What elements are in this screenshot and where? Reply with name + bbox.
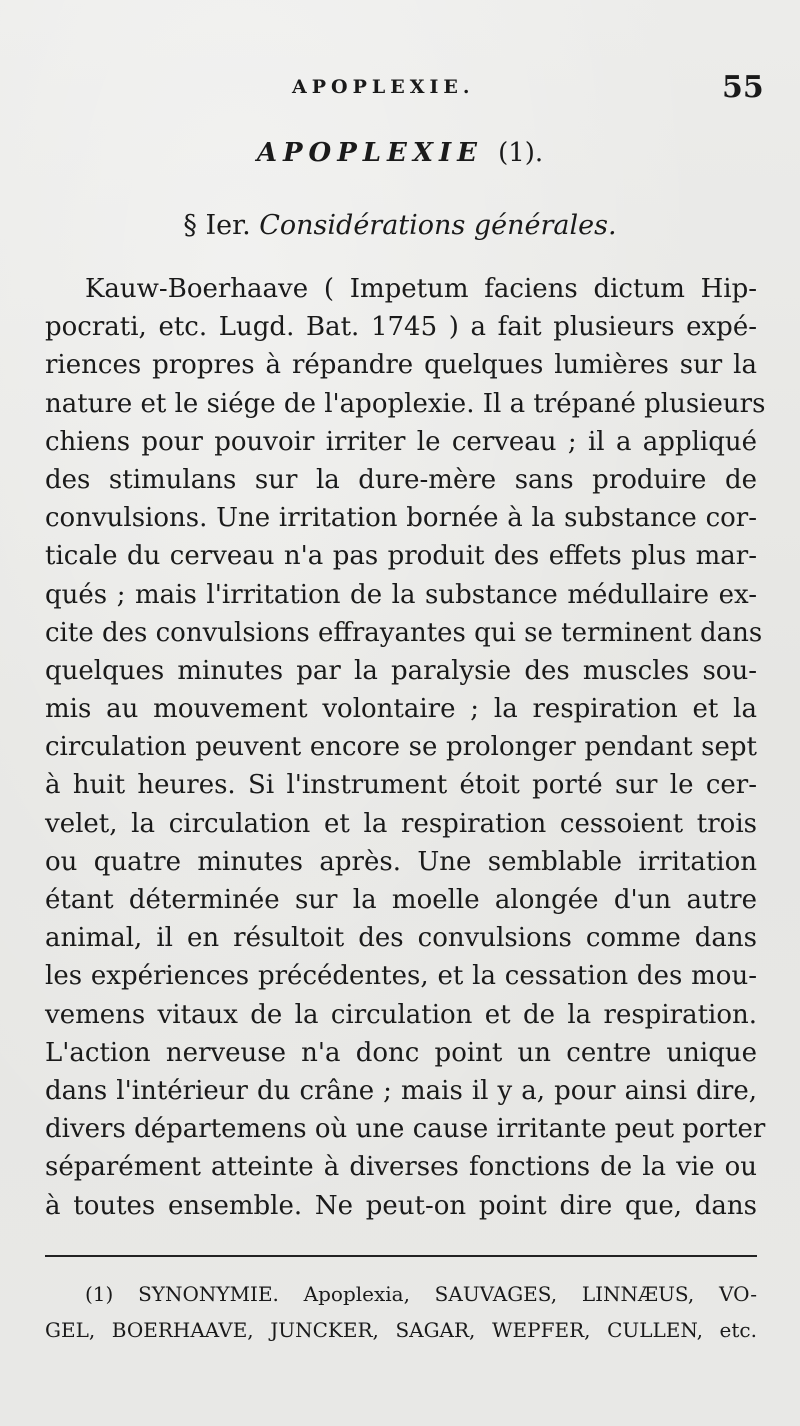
section-title-text: Considérations générales. <box>259 210 617 241</box>
text-line: divers départemens où une cause irritante peut porter <box>45 1114 766 1145</box>
chapter-title <box>0 138 800 168</box>
footnote-divider <box>45 1255 757 1257</box>
text-line: ticale du cerveau n'a pas produit des effets plus mar- <box>45 541 757 572</box>
chapter-title-text: APOPLEXIE <box>256 138 484 168</box>
text-line: dans l'intérieur du crâne ; mais il y a, pour ainsi dire, <box>45 1075 757 1106</box>
text-line: cite des convulsions effrayantes qui se terminent dans <box>45 617 763 648</box>
text-line: chiens pour pouvoir irriter le cerveau ; il a appliqué <box>45 426 757 457</box>
text-line: les expériences précédentes, et la cessation des mou- <box>45 961 757 992</box>
text-line: mis au mouvement volontaire ; la respiration et la <box>45 694 757 725</box>
text-line: Kauw-Boerhaave ( Impetum faciens dictum Hip- <box>85 274 757 304</box>
footnote-line: (1) SYNONYMIE. Apoplexia, SAUVAGES, LINNÆUS, VO- <box>85 1282 757 1306</box>
text-line: pocrati, etc. Lugd. Bat. 1745 ) a fait plusieurs expé- <box>45 312 757 343</box>
text-line: velet, la circulation et la respiration cessoient trois <box>45 808 757 839</box>
section-heading <box>0 210 800 241</box>
footnote-reference: (1). <box>498 138 544 168</box>
page-number: 55 <box>722 70 764 105</box>
text-line: quelques minutes par la paralysie des muscles sou- <box>45 655 757 686</box>
text-line: vemens vitaux de la circulation et de la respiration. <box>45 999 757 1030</box>
text-line: à huit heures. Si l'instrument étoit porté sur le cer- <box>45 770 757 801</box>
text-line: animal, il en résultoit des convulsions comme dans <box>45 923 757 954</box>
running-title: APOPLEXIE. <box>292 76 475 98</box>
text-line: étant déterminée sur la moelle alongée d'un autre <box>45 885 757 915</box>
footnote-line: GEL, BOERHAAVE, JUNCKER, SAGAR, WEPFER, CULLEN, etc. <box>45 1318 757 1342</box>
text-line: L'action nerveuse n'a donc point un centre unique <box>45 1037 757 1068</box>
body-paragraph <box>45 270 766 1225</box>
text-line: séparément atteinte à diverses fonctions de la vie ou <box>45 1152 757 1183</box>
section-mark: § Ier. <box>183 210 251 241</box>
text-line: ou quatre minutes après. Une semblable irritation <box>45 846 757 877</box>
text-line: convulsions. Une irritation bornée à la substance cor- <box>45 503 757 534</box>
footnote <box>45 1276 757 1348</box>
text-line: qués ; mais l'irritation de la substance médullaire ex- <box>45 579 757 610</box>
text-line: nature et le siége de l'apoplexie. Il a trépané plusieurs <box>45 388 766 419</box>
text-line: circulation peuvent encore se prolonger pendant sept <box>45 732 757 763</box>
text-line: riences propres à répandre quelques lumières sur la <box>45 350 757 381</box>
page-header <box>0 70 800 110</box>
text-line: des stimulans sur la dure-mère sans produire de <box>45 464 757 495</box>
text-line: à toutes ensemble. Ne peut-on point dire que, dans <box>45 1190 757 1221</box>
